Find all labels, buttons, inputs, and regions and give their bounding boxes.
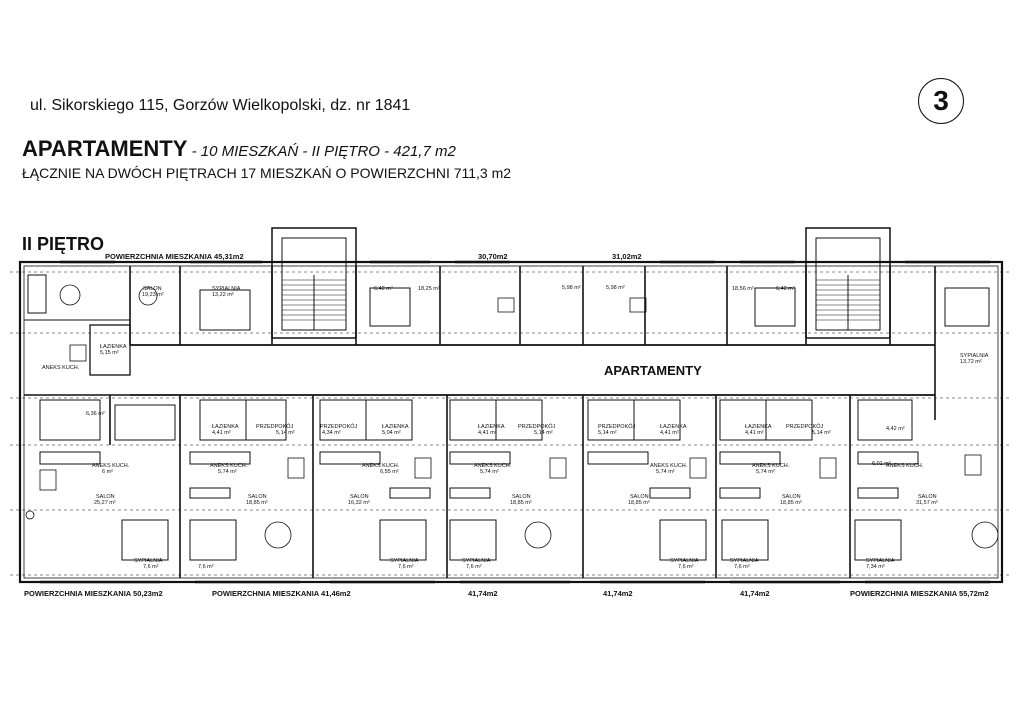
left-apartment-rooms (24, 275, 130, 395)
room-sypialnia-7-area: 7,34 m² (866, 564, 885, 570)
room-aneks-1: ANEKS KUCH. (92, 463, 130, 469)
inner-wall-line (24, 266, 998, 578)
room-sypialnia-5-area: 7,6 m² (678, 564, 694, 570)
room-aneks-1-area: 6 m² (102, 469, 113, 475)
room-salon-top-area: 19,23 m² (142, 292, 164, 298)
area-label-bottom-1: POWIERZCHNIA MIESZKANIA 50,23m2 (24, 589, 163, 598)
room-aneks-7: ANEKS KUCH. (886, 463, 924, 469)
room-salon-5-area: 18,85 m² (628, 500, 650, 506)
staircase-right (806, 228, 890, 338)
room-przedpokoj-4: PRZEDPOKÓJ (598, 424, 636, 430)
room-sypialnia-6-area: 7,6 m² (734, 564, 750, 570)
room-przedpokoj-4-area: 5,14 m² (598, 430, 617, 436)
room-area-1825: 18,25 m² (418, 286, 440, 292)
room-sypialnia-top: SYPIALNIA (212, 286, 241, 292)
area-label-bottom-3: 41,74m2 (468, 589, 498, 598)
room-salon-5: SALON (630, 494, 649, 500)
room-salon-7: SALON (918, 494, 937, 500)
room-salon-4-area: 18,85 m² (510, 500, 532, 506)
sheet-number-badge: 3 (918, 78, 964, 124)
room-salon-2-area: 18,85 m² (246, 500, 268, 506)
room-aneks-2: ANEKS KUCH. (210, 463, 248, 469)
room-przedpokoj-5-area: 5,14 m² (812, 430, 831, 436)
room-przedpokoj-3-area: 5,14 m² (534, 430, 553, 436)
room-salon-6: SALON (782, 494, 801, 500)
room-area-442: 4,42 m² (886, 426, 905, 432)
room-przedpokoj-3: PRZEDPOKÓJ (518, 424, 556, 430)
room-aneks-2-area: 5,74 m² (218, 469, 237, 475)
room-salon-3: SALON (350, 494, 369, 500)
center-label: APARTAMENTY (604, 363, 702, 378)
room-salon-2: SALON (248, 494, 267, 500)
room-area-636: 6,36 m² (86, 411, 105, 417)
room-salon-1-area: 25,27 m² (94, 500, 116, 506)
room-salon-4: SALON (512, 494, 531, 500)
area-label-bottom-4: 41,74m2 (603, 589, 633, 598)
axis-grid (10, 272, 1012, 575)
room-salon-6-area: 18,85 m² (780, 500, 802, 506)
room-aneks-7-area: 6,01 m² (872, 461, 891, 467)
room-aneks-3-area: 6,55 m² (380, 469, 399, 475)
room-przedpokoj-1-area: 5,14 m² (276, 430, 295, 436)
room-sypialnia-4-area: 7,6 m² (466, 564, 482, 570)
room-lazienka-2-area: 5,04 m² (382, 430, 401, 436)
room-aneks-4: ANEKS KUCH. (474, 463, 512, 469)
top-row-partitions (130, 266, 935, 420)
room-lazienka-3: ŁAZIENKA (478, 424, 505, 430)
title-main: APARTAMENTY (22, 136, 188, 161)
tables (26, 285, 998, 548)
room-salon-top: SALON (143, 286, 162, 292)
room-sypialnia-right-area: 13,72 m² (960, 359, 982, 365)
room-lazienka-2: ŁAZIENKA (382, 424, 409, 430)
room-area-598a: 5,98 m² (562, 285, 581, 291)
room-sypialnia-5: SYPIALNIA (670, 558, 699, 564)
room-area-642b: 6,42 m² (776, 286, 795, 292)
room-przedpokoj-2-area: 4,34 m² (322, 430, 341, 436)
room-salon-3-area: 16,32 m² (348, 500, 370, 506)
room-przedpokoj-1: PRZEDPOKÓJ (256, 424, 294, 430)
room-aneks-5: ANEKS KUCH. (650, 463, 688, 469)
address-text: ul. Sikorskiego 115, Gorzów Wielkopolski, dz. nr 1841 (30, 97, 411, 114)
room-aneks-6-area: 5,74 m² (756, 469, 775, 475)
room-area-642a: 6,42 m² (374, 286, 393, 292)
room-area-1856: 18,56 m² (732, 286, 754, 292)
staircase-left (272, 228, 356, 338)
room-lazienka-4-area: 4,41 m² (660, 430, 679, 436)
area-label-top-left: POWIERZCHNIA MIESZKANIA 45,31m2 (105, 252, 244, 261)
room-lazienka-left-area: 5,15 m² (100, 350, 119, 356)
room-area-598b: 5,98 m² (606, 285, 625, 291)
title-subtitle: - 10 MIESZKAŃ - II PIĘTRO - 421,7 m2 (187, 143, 456, 160)
room-sypialnia-2-area: 7,6 m² (198, 564, 214, 570)
area-label-bottom-2: POWIERZCHNIA MIESZKANIA 41,46m2 (212, 589, 351, 598)
room-lazienka-1-area: 4,41 m² (212, 430, 231, 436)
room-sypialnia-3: SYPIALNIA (390, 558, 419, 564)
summary-text: ŁĄCZNIE NA DWÓCH PIĘTRACH 17 MIESZKAŃ O POWIERZCHNI 711,3 m2 (22, 165, 512, 181)
room-aneks-4-area: 5,74 m² (480, 469, 499, 475)
room-salon-7-area: 31,57 m² (916, 500, 938, 506)
area-label-top-mid1: 30,70m2 (478, 252, 508, 261)
area-label-bottom-5: 41,74m2 (740, 589, 770, 598)
room-lazienka-4: ŁAZIENKA (660, 424, 687, 430)
room-sypialnia-1-area: 7,6 m² (143, 564, 159, 570)
room-salon-1: SALON (96, 494, 115, 500)
room-sypialnia-top-area: 13,22 m² (212, 292, 234, 298)
room-sypialnia-1: SYPIALNIA (134, 558, 163, 564)
kitchen-counters (40, 452, 918, 498)
area-label-bottom-6: POWIERZCHNIA MIESZKANIA 55,72m2 (850, 589, 989, 598)
room-sypialnia-6: SYPIALNIA (730, 558, 759, 564)
room-lazienka-3-area: 4,41 m² (478, 430, 497, 436)
room-przedpokoj-2: PRZEDPOKÓJ (320, 424, 358, 430)
bathroom-walls (40, 400, 912, 440)
room-lazienka-1: ŁAZIENKA (212, 424, 239, 430)
room-sypialnia-3-area: 7,6 m² (398, 564, 414, 570)
floor-label: II PIĘTRO (22, 234, 105, 254)
beds (122, 288, 989, 560)
room-sypialnia-right: SYPIALNIA (960, 353, 989, 359)
room-lazienka-left: ŁAZIENKA (100, 344, 127, 350)
room-aneks-left: ANEKS KUCH. (42, 365, 80, 371)
room-aneks-6: ANEKS KUCH. (752, 463, 790, 469)
room-sypialnia-4: SYPIALNIA (462, 558, 491, 564)
area-label-top-mid2: 31,02m2 (612, 252, 642, 261)
room-przedpokoj-5: PRZEDPOKÓJ (786, 424, 824, 430)
room-lazienka-5-area: 4,41 m² (745, 430, 764, 436)
room-sypialnia-7: SYPIALNIA (866, 558, 895, 564)
room-aneks-5-area: 5,74 m² (656, 469, 675, 475)
bottom-row-partitions (110, 395, 850, 578)
room-lazienka-5: ŁAZIENKA (745, 424, 772, 430)
room-aneks-3: ANEKS KUCH. (362, 463, 400, 469)
